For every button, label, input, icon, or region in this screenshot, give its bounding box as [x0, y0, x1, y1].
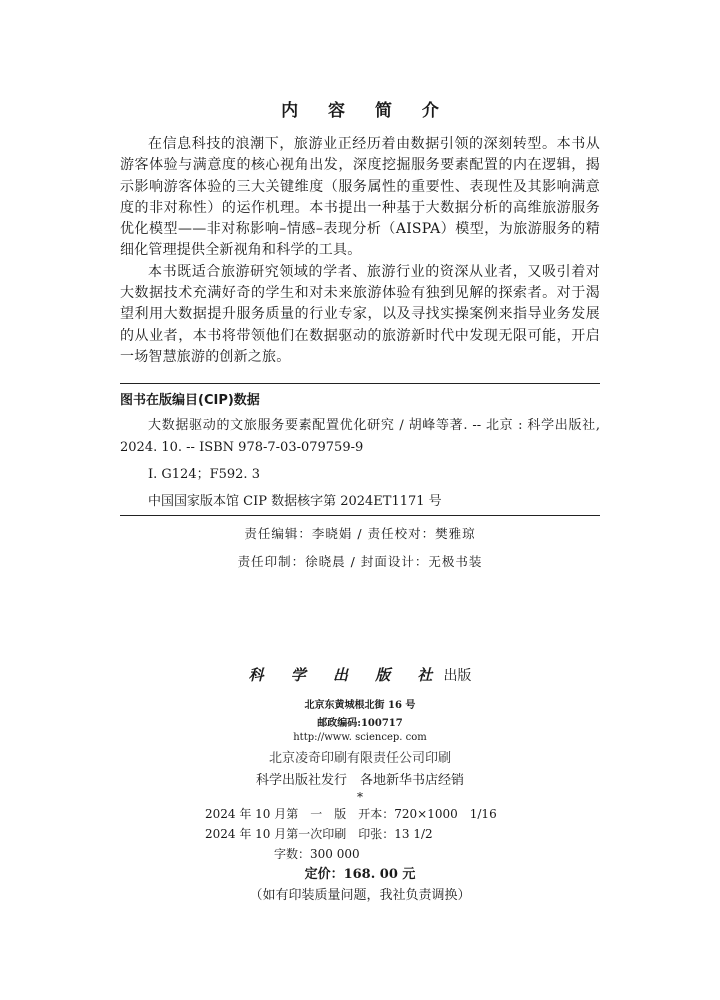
cip-heading: 图书在版编目(CIP)数据: [120, 393, 260, 408]
editor-credits: 责任编辑：李晓娟 / 责任校对：樊雅琼: [244, 526, 476, 541]
edition-line: 2024 年 10 月第 一 版 开本：720×1000 1/16: [205, 807, 497, 821]
production-credits: 责任印制：徐晓晨 / 封面设计：无极书装: [237, 554, 483, 569]
bottom-divider: [120, 515, 600, 516]
quality-notice: （如有印装质量问题，我社负责调换）: [249, 888, 471, 903]
cip-classification: Ⅰ. G124；F592. 3: [148, 467, 260, 482]
price: 定价：168. 00 元: [304, 867, 416, 882]
separator-star: *: [357, 790, 363, 804]
page-title: 内 容 简 介: [281, 101, 451, 121]
distribution-line: 科学出版社发行 各地新华书店经销: [255, 773, 464, 788]
printing-line: 2024 年 10 月第一次印刷 印张：13 1/2: [205, 827, 433, 841]
publisher-address: 北京东黄城根北街 16 号: [304, 700, 416, 711]
cip-approval-number: 中国国家版本馆 CIP 数据核字第 2024ET1171 号: [148, 494, 442, 509]
publisher-suffix: 出版: [443, 668, 472, 684]
top-divider: [120, 383, 600, 384]
publisher-name: 科 学 出 版 社: [248, 666, 444, 684]
cip-record: 大数据驱动的文旅服务要素配置优化研究 / 胡峰等著. -- 北京 : 科学出版社, 2024. 10. -- ISBN 978-7-03-079759-9: [120, 418, 600, 455]
summary-paragraph-1: 在信息科技的浪潮下，旅游业正经历着由数据引领的深刻转型。本书从游客体验与满意度的核心视角出发，深度挖掘服务要素配置的内在逻辑，揭示影响游客体验的三大关键维度（服务属性的重要性、表现性及其影响满意度的非对称性）的运作机理。本书提出一种基于大数据分析的高维旅游服务优化模型——非对称影响–情感–表现分析（AISPA）模型，为旅游服务的精细化管理提供全新视角和科学的工具。: [120, 136, 600, 259]
summary-paragraph-2: 本书既适合旅游研究领域的学者、旅游行业的资深从业者，又吸引着对大数据技术充满好奇的学生和对未来旅游体验有独到见解的探索者。对于渴望利用大数据提升服务质量的行业专家，以及寻找实操案例来指导业务发展的从业者，本书将带领他们在数据驱动的旅游新时代中发现无限可能，开启一场智慧旅游的创新之旅。: [120, 263, 600, 365]
publisher-url: http://www. sciencep. com: [293, 732, 427, 743]
word-count: 字数：300 000: [274, 847, 360, 861]
content-summary: [120, 134, 600, 368]
publisher-postcode: 邮政编码:100717: [317, 718, 403, 729]
printer-line: 北京凌奇印刷有限责任公司印刷: [268, 751, 451, 766]
publisher-line: [0, 664, 720, 685]
